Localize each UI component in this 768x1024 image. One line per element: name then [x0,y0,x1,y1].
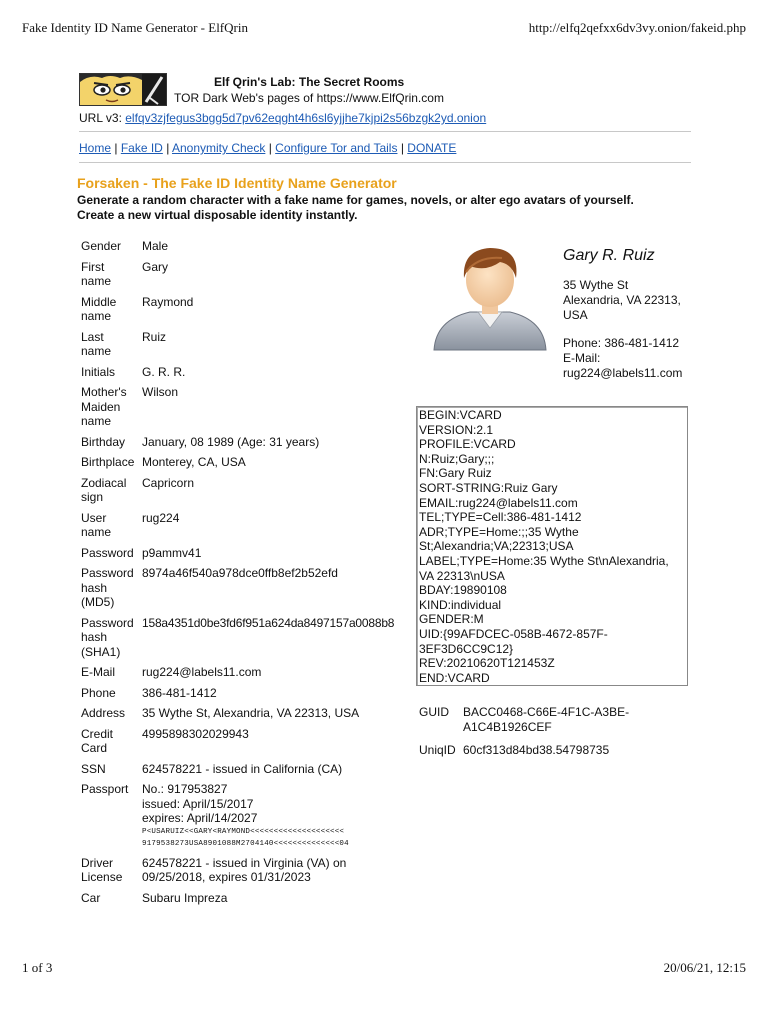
nav-separator: | [400,141,404,155]
field-label: SSN [81,761,106,776]
card-email-label: E-Mail: [563,351,601,365]
row-car [78,889,413,910]
print-header-title: Fake Identity ID Name Generator - ElfQrin [22,20,248,35]
field-value: BACC0468-C66E-4F1C-A3BE- A1C4B1926CEF [463,705,630,734]
field-value: 8974a46f540a978dce0ffb8ef2b52efd [142,566,338,580]
vcard-line: BDAY:19890108 [419,583,507,598]
field-label: Mother's Maiden name [81,385,127,428]
row-sha1 [78,614,413,664]
row-zodiac [78,474,413,509]
nav-separator: | [166,141,170,155]
row-first-name [78,258,413,293]
vcard-line: N:Ruiz;Gary;;; [419,451,495,466]
row-passport [78,780,413,854]
row-md5 [78,564,413,614]
row-maiden-name [78,383,413,433]
row-ssn [78,760,413,781]
vcard-line: END:VCARD [419,670,490,685]
intro-line: Create a new virtual disposable identity instantly. [77,208,358,222]
vcard-line: SORT-STRING:Ruiz Gary [419,480,558,495]
row-username [78,509,413,544]
nav-configure-tor[interactable]: Configure Tor and Tails [275,141,398,155]
passport-expires: expires: April/14/2027 [142,811,258,825]
row-phone [78,684,413,705]
row-password [78,544,413,565]
row-middle-name [78,293,413,328]
row-initials [78,363,413,384]
field-value: 60cf313d84bd38.54798735 [463,743,610,757]
field-label: Password hash (MD5) [81,566,134,609]
print-footer-page: 1 of 3 [22,960,53,975]
field-value: 35 Wythe St, Alexandria, VA 22313, USA [142,706,360,720]
field-value [139,780,413,854]
intro-line: Generate a random character with a fake name for games, novels, or alter ego avatars of yourself. [77,193,634,207]
field-value: Raymond [142,294,194,309]
site-subtitle: TOR Dark Web's pages of https://www.ElfQrin.com [174,91,444,105]
vcard-line: UID:{99AFDCEC-058B-4672-857F-3EF3D6CC9C12} [419,626,608,656]
row-address [78,704,413,725]
vcard-line: VERSION:2.1 [419,422,494,437]
onion-url-line [79,111,486,125]
avatar [430,242,550,352]
field-value: 386-481-1412 [142,685,217,700]
vcard-line: ADR;TYPE=Home:;;35 Wythe St;Alexandria;VA;22313;USA [419,524,579,554]
card-address-line: 35 Wythe St [563,278,629,292]
field-value: Monterey, CA, USA [142,455,246,469]
vcard-line: KIND:individual [419,597,502,612]
user-avatar-icon [430,242,550,352]
vcard-line: REV:20210620T121453Z [419,656,555,671]
passport-mrz-line: 9179538273USA8901088M2704140<<<<<<<<<<<<<<04 [142,839,349,848]
field-value: 158a4351d0be3fd6f951a624da8497157a0088b8 [142,615,395,630]
field-value: Gary [142,259,169,274]
passport-mrz-line: P<USARUIZ<<GARY<RAYMOND<<<<<<<<<<<<<<<<<<<< [142,827,345,836]
card-address-line: USA [563,308,588,322]
field-value: Capricorn [142,475,195,490]
field-label: Driver License [81,855,123,884]
vcard-line: GENDER:M [419,612,484,627]
nav-separator: | [268,141,272,155]
field-label: Address [81,706,126,720]
row-uniqid [416,741,632,764]
nav-fake-id[interactable]: Fake ID [120,141,163,155]
print-footer-datetime: 20/06/21, 12:15 [663,960,746,975]
vcard-line: TEL;TYPE=Cell:386-481-1412 [419,510,582,525]
site-title: Elf Qrin's Lab: The Secret Rooms [214,75,405,89]
nav-anonymity-check[interactable]: Anonymity Check [171,141,266,155]
field-label: Passport [81,782,129,796]
row-credit-card [78,725,413,760]
card-phone: Phone: 386-481-1412 [563,336,680,350]
field-label: Phone [81,685,116,700]
field-label: Gender [81,239,122,253]
field-label: User name [81,510,112,539]
field-value: G. R. R. [142,364,186,379]
field-label: Password hash (SHA1) [81,615,134,659]
divider [79,131,691,132]
row-last-name [78,328,413,363]
field-label: Initials [81,364,116,379]
onion-url-link[interactable]: elfqv3zjfegus3bgg5d7pv62eqght4h6sl6yjjhe7kjpi2s56bzgk2yd.onion [125,111,487,125]
field-label: Last name [81,329,112,358]
card-email: rug224@labels11.com [563,366,683,380]
field-label: First name [81,259,112,288]
card-name: Gary R. Ruiz [563,247,655,264]
vcard-line: PROFILE:VCARD [419,437,516,452]
field-label: Birthplace [81,455,135,469]
row-driver-license [78,854,413,889]
field-label: Password [81,545,134,560]
print-header-url: http://elfq2qefxx6dv3vy.onion/fakeid.php [528,20,746,35]
main-nav [79,141,456,155]
identity-table [78,237,413,909]
field-value: p9ammv41 [142,545,202,560]
section-title: Forsaken - The Fake ID Identity Name Generator [77,175,397,191]
passport-number: No.: 917953827 [142,782,228,796]
field-label: GUID [419,705,449,719]
nav-separator: | [114,141,118,155]
card-details [563,278,703,381]
field-label: Credit Card [81,726,114,755]
field-value: Ruiz [142,329,167,344]
divider [79,162,691,163]
vcard-line: LABEL;TYPE=Home:35 Wythe St\nAlexandria, VA 22313\nUSA [419,553,669,583]
field-value: 4995898302029943 [142,726,249,741]
field-label: Car [81,890,101,905]
field-value: January, 08 1989 (Age: 31 years) [142,434,320,449]
field-value: rug224@labels11.com [142,665,262,679]
vcard-line: BEGIN:VCARD [419,408,502,422]
row-birthplace [78,453,413,474]
elf-face-logo-icon [80,74,166,105]
row-guid [416,703,632,741]
field-value: rug224 [142,510,180,525]
field-label: UniqID [419,743,456,757]
field-label: Middle name [81,294,117,323]
field-value: Male [142,239,169,253]
field-label: E-Mail [81,665,116,679]
field-value: Subaru Impreza [142,890,228,905]
vcard-line: FN:Gary Ruiz [419,466,492,481]
vcard-line: EMAIL:rug224@labels11.com [419,495,578,510]
passport-issued: issued: April/15/2017 [142,796,254,811]
field-label: Birthday [81,434,126,449]
guid-table [416,703,632,764]
card-address-line: Alexandria, VA 22313, [563,293,681,307]
field-value: Wilson [142,385,179,399]
nav-donate[interactable]: DONATE [407,141,457,155]
field-value: 624578221 - issued in Virginia (VA) on 09/25/2018, expires 01/31/2023 [142,855,347,884]
nav-home[interactable]: Home [79,141,112,155]
field-label: Zodiacal sign [81,475,127,504]
site-logo[interactable] [79,73,167,106]
onion-url-label: URL v3: [79,111,122,125]
field-value: 624578221 - issued in California (CA) [142,761,343,776]
row-gender [78,237,413,258]
row-birthday [78,433,413,454]
row-email [78,663,413,684]
vcard-textarea[interactable] [416,406,688,686]
section-intro [77,193,677,223]
